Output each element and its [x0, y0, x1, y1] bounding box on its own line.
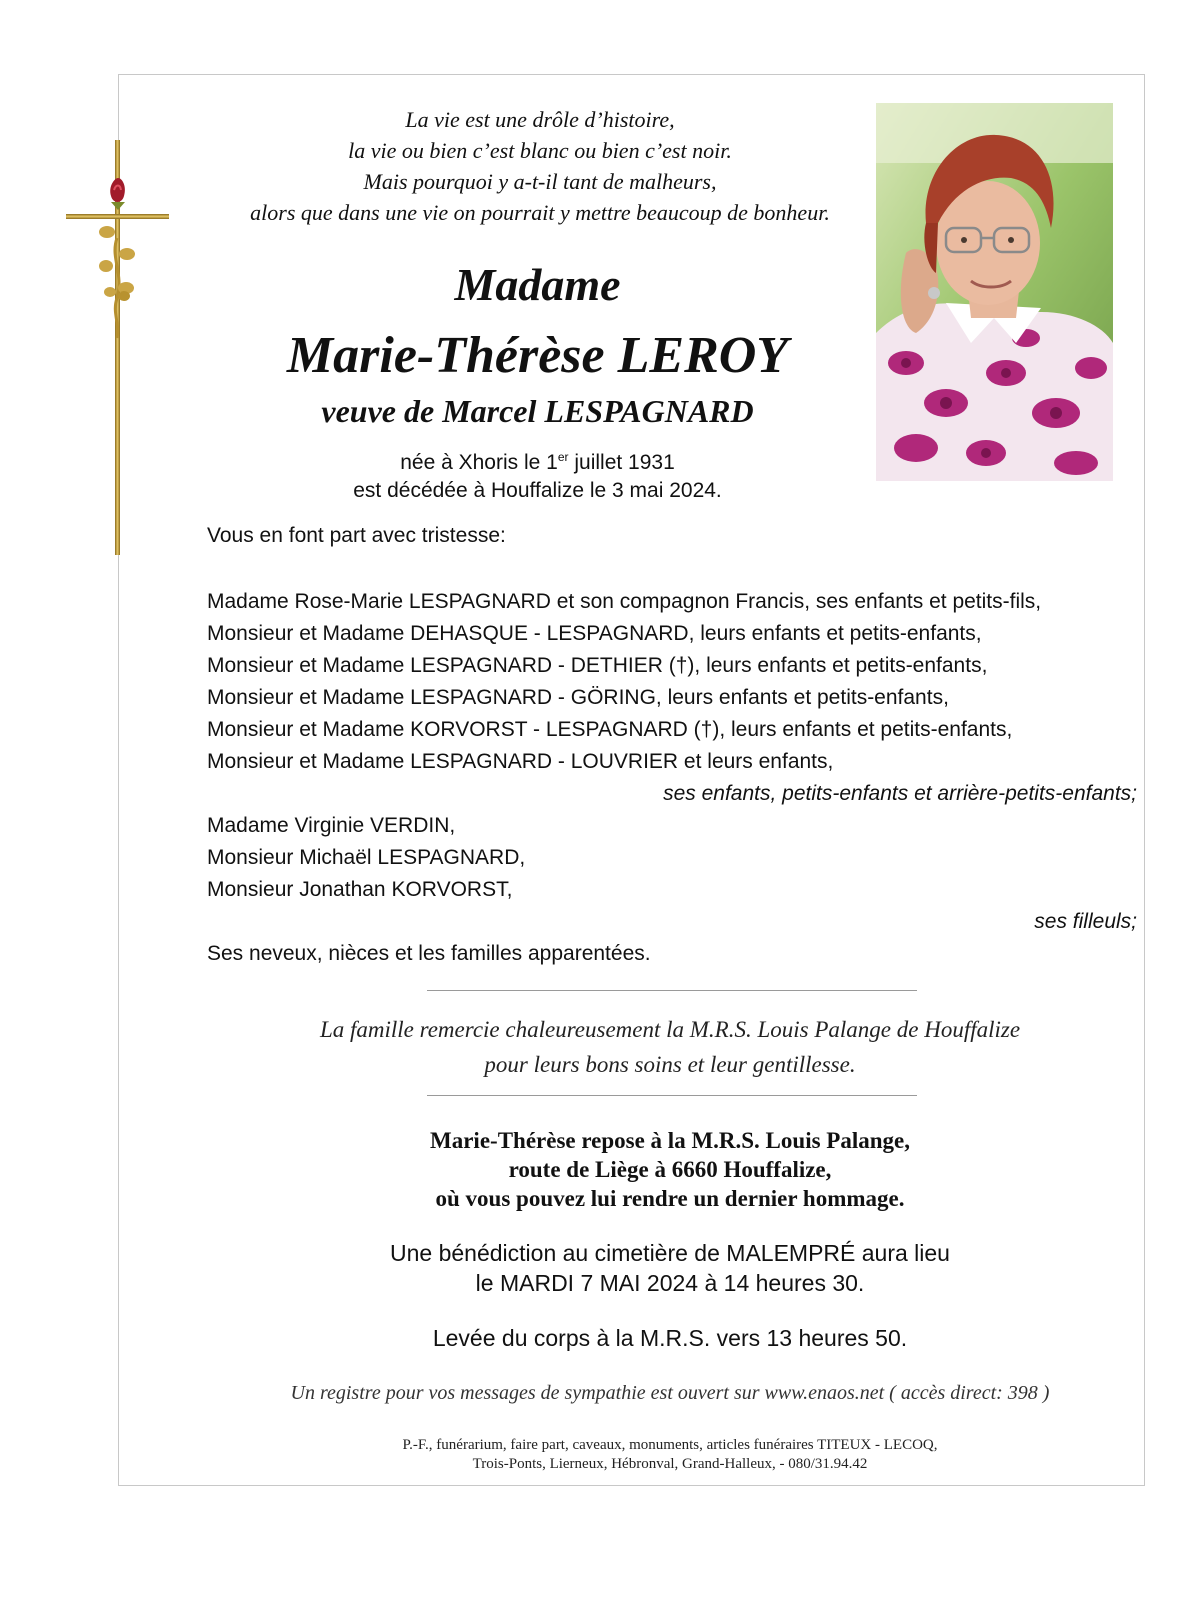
family-line: Monsieur et Madame KORVORST - LESPAGNARD (†), leurs enfants et petits-enfants,: [207, 718, 1013, 741]
poem-line: Mais pourquoi y a-t-il tant de malheurs,: [363, 169, 717, 194]
rest-line: Marie-Thérèse repose à la M.R.S. Louis Palange,: [430, 1128, 910, 1153]
family-line: Madame Virginie VERDIN,: [207, 814, 456, 837]
poem: [200, 104, 880, 228]
blessing-info: [300, 1238, 1040, 1298]
thanks-line: La famille remercie chaleureusement la M.R.S. Louis Palange de Houffalize: [319, 1017, 1021, 1042]
register-note: Un registre pour vos messages de sympathie est ouvert sur www.enaos.net ( accès direct: 398 ): [290, 1382, 1050, 1404]
thanks-line: pour leurs bons soins et leur gentillesse.: [484, 1052, 856, 1077]
family-line: Madame Rose-Marie LESPAGNARD et son compagnon Francis, ses enfants et petits-fils,: [207, 590, 1042, 613]
family-line: Monsieur et Madame LESPAGNARD - DETHIER (†), leurs enfants et petits-enfants,: [207, 654, 988, 677]
cross-with-rose-icon: [60, 138, 175, 563]
divider: [427, 990, 917, 991]
family-line: Monsieur et Madame LESPAGNARD - LOUVRIER et leurs enfants,: [207, 750, 834, 773]
family-list: [207, 586, 1137, 970]
announcement-intro: Vous en font part avec tristesse:: [207, 524, 506, 547]
family-line: Monsieur Michaël LESPAGNARD,: [207, 846, 526, 869]
footer-line: Trois-Ponts, Lierneux, Hébronval, Grand-Halleux, - 080/31.94.42: [472, 1456, 868, 1472]
deceased-name: Marie-Thérèse LEROY: [286, 327, 789, 384]
thanks-message: [240, 1012, 1100, 1082]
family-line: Monsieur Jonathan KORVORST,: [207, 878, 513, 901]
rest-line: où vous pouvez lui rendre un dernier hommage.: [435, 1186, 905, 1211]
rest-line: route de Liège à 6660 Houffalize,: [508, 1157, 832, 1182]
godchildren-caption: ses filleuls;: [1034, 910, 1137, 933]
divider: [427, 1095, 917, 1096]
death-line: est décédée à Houffalize le 3 mai 2024.: [353, 479, 722, 502]
rest-location: [330, 1126, 1010, 1213]
levee-info: Levée du corps à la M.R.S. vers 13 heures 50.: [432, 1325, 908, 1351]
blessing-line: Une bénédiction au cimetière de MALEMPRÉ aura lieu: [390, 1240, 950, 1266]
footer-line: P.-F., funérarium, faire part, caveaux, monuments, articles funéraires TITEUX - LECOQ,: [402, 1437, 938, 1453]
poem-line: La vie est une drôle d’histoire,: [405, 107, 675, 132]
family-line: Monsieur et Madame LESPAGNARD - GÖRING, leurs enfants et petits-enfants,: [207, 686, 949, 709]
portrait-photo: [876, 103, 1113, 481]
widow-of: veuve de Marcel LESPAGNARD: [321, 393, 754, 429]
blessing-line: le MARDI 7 MAI 2024 à 14 heures 30.: [475, 1270, 865, 1296]
honorific-title: Madame: [454, 259, 621, 310]
birth-line: née à Xhoris le 1er juillet 1931: [400, 450, 675, 474]
funeral-home-footer: [270, 1436, 1070, 1474]
family-line: Monsieur et Madame DEHASQUE - LESPAGNARD, leurs enfants et petits-enfants,: [207, 622, 982, 645]
children-caption: ses enfants, petits-enfants et arrière-petits-enfants;: [663, 782, 1137, 805]
poem-line: la vie ou bien c’est blanc ou bien c’est noir.: [348, 138, 732, 163]
life-dates: [250, 443, 825, 505]
poem-line: alors que dans une vie on pourrait y mettre beaucoup de bonheur.: [250, 200, 830, 225]
relatives-line: Ses neveux, nièces et les familles apparentées.: [207, 942, 651, 965]
